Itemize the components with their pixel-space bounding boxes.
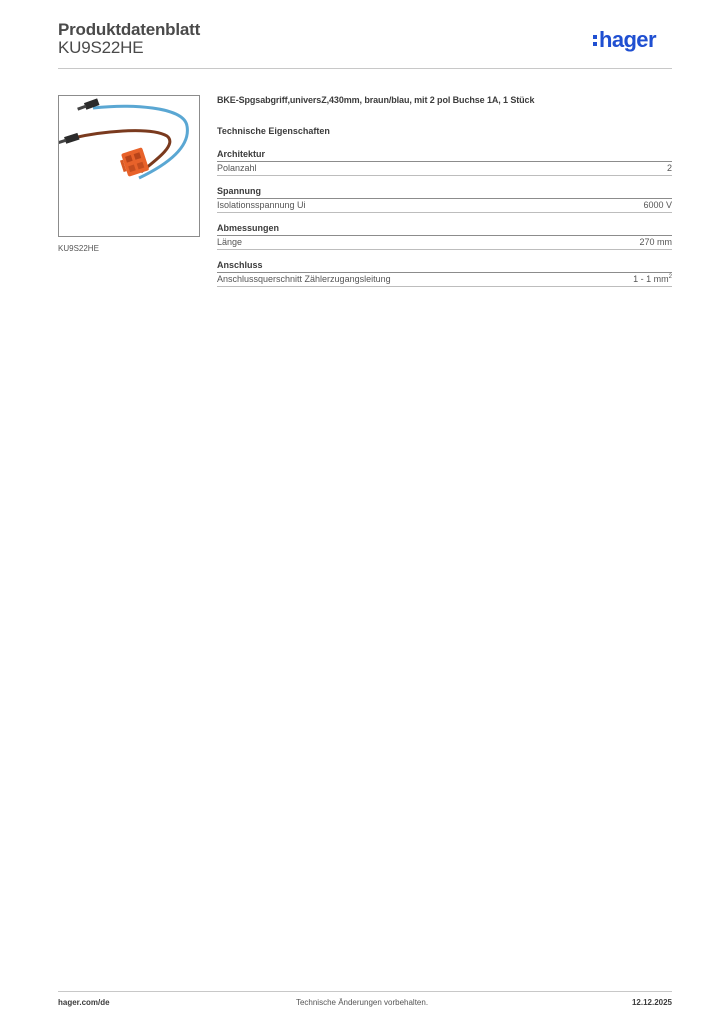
product-image [58, 95, 200, 237]
property-group-anschluss [217, 260, 672, 287]
product-description: BKE-Spgsabgriff,universZ,430mm, braun/blau, mit 2 pol Buchse 1A, 1 Stück [217, 95, 535, 105]
product-code: KU9S22HE [58, 38, 144, 57]
property-group-architektur [217, 149, 672, 176]
property-row [217, 236, 672, 250]
property-value: 6000 V [643, 200, 672, 210]
page-header [58, 20, 672, 68]
group-title: Abmessungen [217, 223, 672, 236]
image-caption: KU9S22HE [58, 244, 99, 253]
property-value: 2 [666, 163, 672, 173]
property-group-abmessungen [217, 223, 672, 250]
value-superscript: 2 [668, 274, 672, 280]
footer-date: 12.12.2025 [631, 998, 672, 1007]
document-title: Produktdatenblatt [58, 20, 201, 39]
property-row [217, 199, 672, 213]
property-value: 270 mm [639, 237, 672, 247]
property-label: Anschlussquerschnitt Zählerzugangsleitung [217, 274, 391, 284]
property-row [217, 162, 672, 176]
group-title: Anschluss [217, 260, 672, 273]
group-title: Architektur [217, 149, 672, 162]
logo-wordmark: hager [599, 27, 656, 52]
property-row [217, 273, 672, 287]
property-label: Polanzahl [217, 163, 257, 173]
property-label: Isolationsspannung Ui [217, 200, 306, 210]
footer-disclaimer: Technische Änderungen vorbehalten. [295, 998, 429, 1007]
properties-heading: Technische Eigenschaften [217, 126, 330, 136]
property-group-spannung [217, 186, 672, 213]
product-details [217, 95, 672, 297]
footer-website: hager.com/de [58, 998, 110, 1007]
hager-logo [592, 26, 672, 54]
property-label: Länge [217, 237, 243, 247]
value-text: 1 - 1 mm [633, 274, 669, 284]
property-value [633, 274, 672, 284]
cable-connector-photo-icon [59, 96, 199, 236]
group-title: Spannung [217, 186, 672, 199]
footer-divider [58, 991, 672, 992]
header-divider [58, 68, 672, 69]
